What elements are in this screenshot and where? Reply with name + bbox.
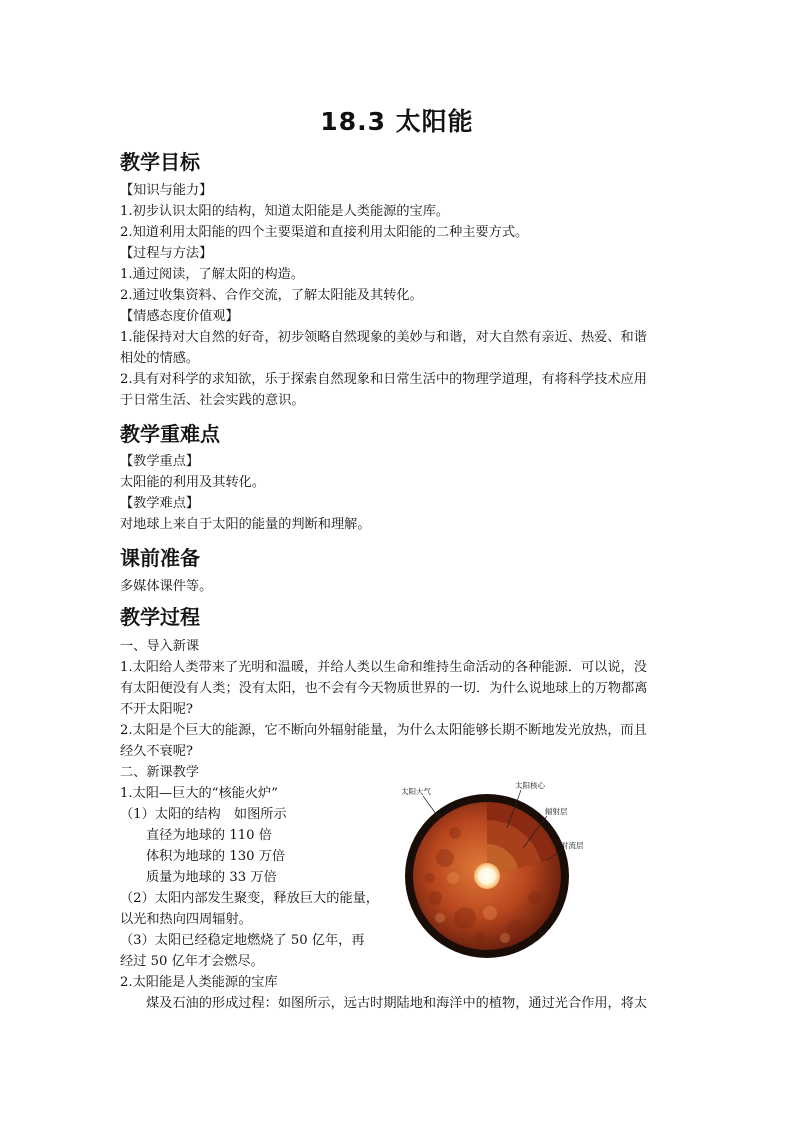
text-line: （1）太阳的结构 如图所示 [120, 807, 287, 822]
text-line: 于日常生活、社会实践的意识。 [120, 393, 305, 408]
text-line: 1.初步认识太阳的结构，知道太阳能是人类能源的宝库。 [120, 204, 450, 219]
sun-structure-figure [395, 778, 585, 958]
text-line: 太阳能的利用及其转化。 [120, 475, 266, 490]
section-heading-prep: 课前准备 [120, 546, 200, 570]
label-core: 太阳核心 [515, 781, 545, 790]
text-line: （2）太阳内部发生聚变，释放巨大的能量， [120, 891, 379, 906]
text-line: 多媒体课件等。 [120, 579, 213, 594]
label-intro: 一、导入新课 [120, 639, 200, 654]
text-line: 经久不衰呢? [120, 744, 194, 759]
text-line: 经过 50 亿年才会燃尽。 [120, 954, 264, 969]
text-line: （3）太阳已经稳定地燃烧了 50 亿年，再 [120, 933, 365, 948]
label-difficulty: 【教学难点】 [120, 496, 200, 511]
text-line: 不开太阳呢? [120, 702, 194, 717]
label-convection: 对流层 [561, 841, 584, 850]
section-heading-process: 教学过程 [120, 605, 200, 629]
label-knowledge: 【知识与能力】 [120, 183, 213, 198]
text-line: 质量为地球的 33 万倍 [146, 870, 277, 885]
text-line: 相处的情感。 [120, 351, 200, 366]
label-new-lesson: 二、新课教学 [120, 765, 200, 780]
section-heading-keypoints: 教学重难点 [120, 422, 220, 446]
text-line: 2.太阳能是人类能源的宝库 [120, 975, 278, 990]
label-radiation: 辐射层 [545, 807, 568, 816]
section-heading-goals: 教学目标 [120, 150, 200, 174]
text-line: 2.知道利用太阳能的四个主要渠道和直接利用太阳能的二种主要方式。 [120, 225, 529, 240]
page-title: 18.3 太阳能 [320, 107, 474, 136]
text-line: 1.能保持对大自然的好奇，初步领略自然现象的美妙与和谐，对大自然有亲近、热爱、和谐 [120, 330, 647, 345]
label-emotion: 【情感态度价值观】 [120, 309, 239, 324]
text-line: 对地球上来自于太阳的能量的判断和理解。 [120, 517, 371, 532]
label-atmosphere: 太阳大气 [401, 787, 431, 796]
sun-core [474, 863, 500, 889]
text-line: 1.太阳给人类带来了光明和温暖，并给人类以生命和维持生命活动的各种能源．可以说，没 [120, 660, 647, 675]
text-line: 体积为地球的 130 万倍 [146, 849, 286, 864]
text-line: 1.太阳—巨大的“核能火炉” [120, 786, 278, 801]
text-line: 煤及石油的形成过程：如图所示，远古时期陆地和海洋中的植物，通过光合作用，将太 [146, 996, 648, 1011]
text-line: 直径为地球的 110 倍 [146, 828, 272, 843]
text-line: 2.太阳是个巨大的能源，它不断向外辐射能量，为什么太阳能够长期不断地发光放热，而且 [120, 723, 647, 738]
text-line: 2.通过收集资料、合作交流，了解太阳能及其转化。 [120, 288, 423, 303]
text-line: 2.具有对科学的求知欲，乐于探索自然现象和日常生活中的物理学道理，有将科学技术应用 [120, 372, 647, 387]
label-process: 【过程与方法】 [120, 246, 213, 261]
label-key: 【教学重点】 [120, 454, 200, 469]
text-line: 1.通过阅读，了解太阳的构造。 [120, 267, 305, 282]
text-line: 有太阳便没有人类；没有太阳，也不会有今天物质世界的一切．为什么说地球上的万物都离 [120, 681, 648, 696]
text-line: 以光和热向四周辐射。 [120, 912, 252, 927]
